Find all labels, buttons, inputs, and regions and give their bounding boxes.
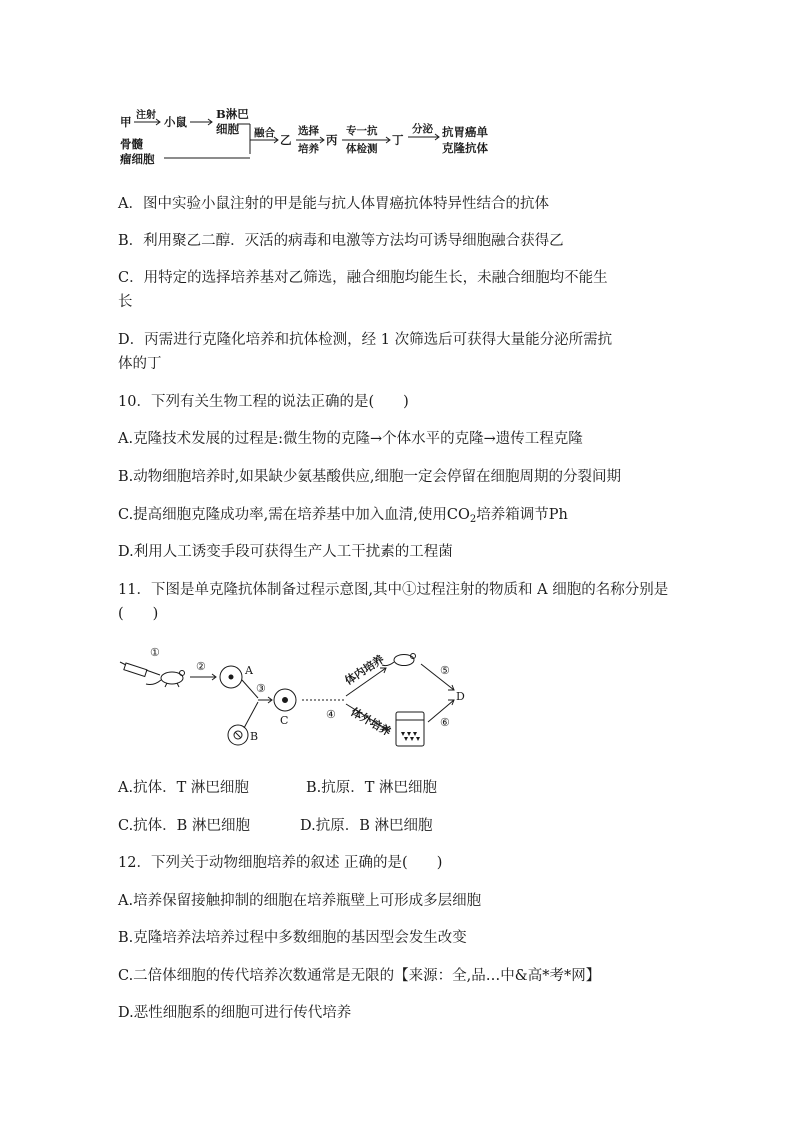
monoclonal-flow-diagram bbox=[112, 104, 512, 166]
q12-option-d: D.恶性细胞系的细胞可进行传代培养 bbox=[118, 1005, 352, 1021]
q10-option-a: A.克隆技术发展的过程是:微生物的克隆→个体水平的克隆→遗传工程克隆 bbox=[118, 431, 583, 447]
antibody-preparation-diagram bbox=[116, 640, 486, 750]
step-5-label: ⑤ bbox=[440, 664, 450, 677]
flow-fusion: 融合 bbox=[254, 127, 275, 139]
flow-bcell-2: 细胞 bbox=[216, 122, 239, 136]
q11-option-a: A.抗体．T 淋巴细胞 bbox=[118, 780, 249, 796]
q11-stem-line1: 11．下图是单克隆抗体制备过程示意图,其中①过程注射的物质和 A 细胞的名称分别是 bbox=[118, 582, 669, 598]
flow-select-2: 培养 bbox=[298, 143, 319, 155]
q12-option-c: C.二倍体细胞的传代培养次数通常是无限的【来源：全,品…中&高*考*网】 bbox=[118, 968, 601, 984]
flow-detect-1: 专一抗 bbox=[346, 125, 378, 137]
mouse-icon bbox=[146, 671, 185, 688]
q11-stem-line2: ( ) bbox=[118, 606, 159, 622]
cell-a-icon bbox=[220, 666, 242, 688]
q9-option-a: A．图中实验小鼠注射的甲是能与抗人体胃癌抗体特异性结合的抗体 bbox=[118, 196, 549, 212]
q10-option-c bbox=[118, 505, 568, 530]
q10-option-b: B.动物细胞培养时,如果缺少氨基酸供应,细胞一定会停留在细胞周期的分裂间期 bbox=[118, 469, 621, 485]
step-3-label: ③ bbox=[256, 682, 266, 695]
cell-b-label: B bbox=[250, 730, 259, 743]
flow-ding: 丁 bbox=[392, 133, 404, 147]
q11-option-c: C.抗体．B 淋巴细胞 bbox=[118, 818, 250, 834]
q10-c-text-end: 培养箱调节Ph bbox=[476, 507, 568, 523]
q10-c-subscript: 2 bbox=[469, 514, 477, 525]
q9-option-c-line2: 长 bbox=[118, 294, 133, 310]
cell-a-label: A bbox=[245, 664, 253, 677]
flow-bing: 丙 bbox=[326, 133, 338, 147]
step-2-label: ② bbox=[196, 660, 206, 673]
q12-option-a: A.培养保留接触抑制的细胞在培养瓶壁上可形成多层细胞 bbox=[118, 893, 482, 909]
flow-marrow-2: 瘤细胞 bbox=[120, 152, 155, 166]
cell-b-icon bbox=[228, 725, 248, 745]
q12-option-b: B.克隆培养法培养过程中多数细胞的基因型会发生改变 bbox=[118, 930, 467, 946]
q11-option-b: B.抗原．T 淋巴细胞 bbox=[306, 780, 438, 796]
q9-option-d-line1: D．丙需进行克隆化培养和抗体检测，经 1 次筛选后可获得大量能分泌所需抗 bbox=[118, 332, 613, 348]
q12-stem: 12．下列关于动物细胞培养的叙述 正确的是( ) bbox=[118, 855, 443, 871]
q11-options-row2 bbox=[118, 816, 432, 836]
q10-c-text: C.提高细胞克隆成功率,需在培养基中加入血清,使用CO bbox=[118, 507, 470, 523]
flow-result-1: 抗胃癌单 bbox=[442, 125, 488, 139]
flow-marrow-1: 骨髓 bbox=[120, 137, 143, 151]
q10-option-d: D.利用人工诱变手段可获得生产人工干扰素的工程菌 bbox=[118, 544, 453, 560]
step-6-label: ⑥ bbox=[440, 716, 450, 729]
q9-option-c-line1: C．用特定的选择培养基对乙筛选，融合细胞均能生长，未融合细胞均不能生 bbox=[118, 270, 608, 286]
flow-inject: 注射 bbox=[136, 110, 156, 121]
q10-stem: 10．下列有关生物工程的说法正确的是( ) bbox=[118, 394, 409, 410]
flow-result-2: 克隆抗体 bbox=[442, 141, 488, 155]
flow-jia: 甲 bbox=[120, 115, 132, 129]
flow-secrete: 分泌 bbox=[412, 123, 433, 135]
q9-option-b: B．利用聚乙二醇．灭活的病毒和电激等方法均可诱导细胞融合获得乙 bbox=[118, 233, 564, 249]
flow-yi: 乙 bbox=[280, 133, 292, 147]
q11-options-row1 bbox=[118, 778, 437, 798]
product-d-label: D bbox=[456, 690, 465, 703]
cell-c-label: C bbox=[280, 714, 289, 727]
in-vivo-label: 体内培养 bbox=[342, 652, 387, 688]
q9-option-d-line2: 体的丁 bbox=[118, 356, 162, 372]
flask-cells bbox=[401, 732, 420, 741]
q11-option-d: D.抗原．B 淋巴细胞 bbox=[300, 818, 433, 834]
in-vitro-label: 体外培养 bbox=[348, 705, 394, 739]
flow-detect-2: 体检测 bbox=[346, 143, 378, 155]
flow-select-1: 选择 bbox=[298, 125, 319, 137]
flow-mouse: 小鼠 bbox=[164, 115, 187, 129]
syringe-icon bbox=[120, 662, 160, 676]
step-4-label: ④ bbox=[326, 708, 336, 721]
cell-c-icon bbox=[274, 689, 296, 711]
culture-flask-icon bbox=[396, 712, 424, 746]
flow-bcell-1: B淋巴 bbox=[216, 107, 249, 121]
cultured-mouse-icon bbox=[382, 654, 416, 666]
step-1-label: ① bbox=[150, 646, 160, 659]
